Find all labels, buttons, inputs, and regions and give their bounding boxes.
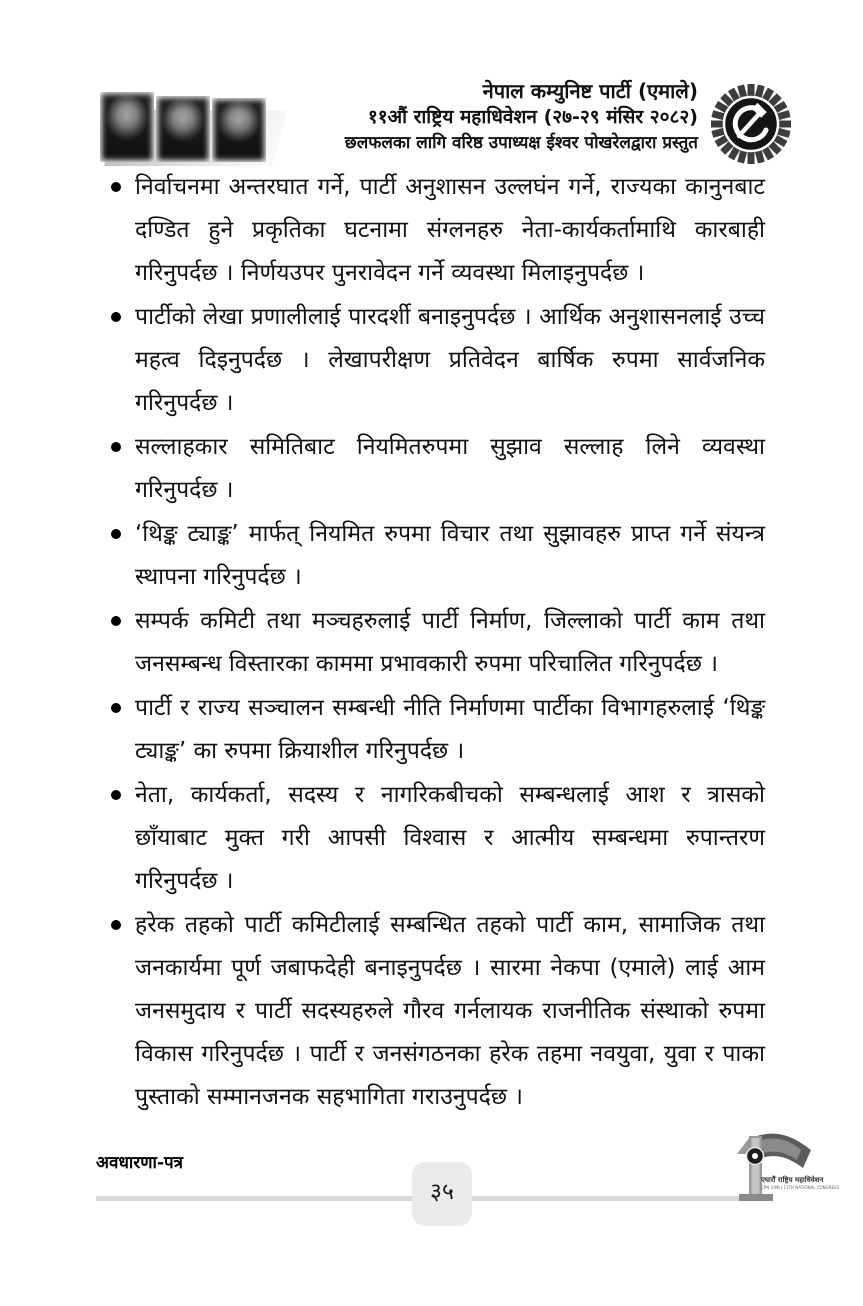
party-founders-photo-strip (98, 84, 283, 170)
bullet-text: नेता, कार्यकर्ता, सदस्य र नागरिकबीचको सम्बन्धलाई आश र त्रासको छाँयाबाट मुक्त गरी आपसी विश्वास र आत्मीय सम्बन्धमा रुपान्तरण गरिनुपर्दछ । (135, 782, 765, 894)
bullet-item (110, 513, 765, 599)
bullet-item (110, 296, 765, 425)
party-emblem-icon (709, 82, 793, 166)
bullet-text: निर्वाचनमा अन्तरघात गर्ने, पार्टी अनुशासन उल्लघंन गर्ने, राज्यका कानुनबाट दण्डित हुने प्रकृतिका घटनामा संग्लनहरु नेता-कार्यकर्तामाथि कारबाही गरिनुपर्दछ । निर्णयउपर पुनरावेदन गर्ने व्यवस्था मिलाइनुपर्दछ । (135, 174, 765, 286)
congress-logo-caption-english: CPN (UML) 11TH NATIONAL CONGRESS (761, 1185, 840, 1190)
page-number: ३५ (430, 1179, 454, 1205)
party-name: नेपाल कम्युनिष्ट पार्टी (एमाले) (482, 79, 698, 103)
bullet-item (110, 774, 765, 903)
bullet-item (110, 687, 765, 773)
founder-portrait-1 (100, 92, 154, 162)
number-one-flag-icon (727, 1130, 840, 1212)
bullet-text: ‘थिङ्क ट्याङ्क’ मार्फत् नियमित रुपमा विचार तथा सुझावहरु प्राप्त गर्ने संयन्त्र स्थापना गरिनुपर्दछ । (135, 521, 765, 590)
bullet-list (110, 166, 765, 1120)
bullet-item (110, 904, 765, 1119)
presenter-line: छलफलका लागि वरिष्ठ उपाध्यक्ष ईश्वर पोखरेलद्वारा प्रस्तुत (344, 133, 698, 153)
bullet-dot-icon (111, 442, 121, 452)
bullet-item (110, 426, 765, 512)
page-number-tab (412, 1162, 472, 1226)
founder-portrait-2 (156, 96, 210, 162)
bullet-dot-icon (111, 529, 121, 539)
bullet-dot-icon (111, 790, 121, 800)
bullet-dot-icon (111, 920, 121, 930)
document-header (280, 78, 698, 156)
bullet-dot-icon (111, 616, 121, 626)
bullet-item (110, 166, 765, 295)
bullet-text: हरेक तहको पार्टी कमिटीलाई सम्बन्धित तहको पार्टी काम, सामाजिक तथा जनकार्यमा पूर्ण जबाफदेही बनाइनुपर्दछ । सारमा नेकपा (एमाले) लाई आम जनसमुदाय र पार्टी सदस्यहरुले गौरव गर्नलायक राजनीतिक संस्थाको रुपमा विकास गरिनुपर्दछ । पार्टी र जनसंगठनका हरेक तहमा नवयुवा, युवा र पाका पुस्ताको सम्मानजनक सहभागिता गराउनुपर्दछ । (135, 912, 765, 1110)
bullet-dot-icon (111, 182, 121, 192)
footer-doc-title: अवधारणा-पत्र (96, 1153, 184, 1173)
congress-title: ११औं राष्ट्रिय महाधिवेशन (२७-२९ मंसिर २०८२) (367, 106, 698, 128)
congress-logo (727, 1130, 840, 1212)
congress-logo-caption-nepali: एघारौं राष्ट्रिय महाधिवेशन (761, 1176, 824, 1184)
bullet-dot-icon (111, 312, 121, 322)
bullet-dot-icon (111, 703, 121, 713)
bullet-text: पार्टीको लेखा प्रणालीलाई पारदर्शी बनाइनुपर्दछ । आर्थिक अनुशासनलाई उच्च महत्व दिइनुपर्दछ । लेखापरीक्षण प्रतिवेदन बार्षिक रुपमा सार्वजनिक गरिनुपर्दछ । (135, 304, 765, 416)
bullet-item (110, 600, 765, 686)
bullet-text: पार्टी र राज्य सञ्चालन सम्बन्धी नीति निर्माणमा पार्टीका विभागहरुलाई ‘थिङ्क ट्याङ्क’ का रुपमा क्रियाशील गरिनुपर्दछ । (135, 695, 765, 764)
bullet-text: सम्पर्क कमिटी तथा मञ्चहरुलाई पार्टी निर्माण, जिल्लाको पार्टी काम तथा जनसम्बन्ध विस्तारका काममा प्रभावकारी रुपमा परिचालित गरिनुपर्दछ । (135, 608, 765, 677)
bullet-text: सल्लाहकार समितिबाट नियमितरुपमा सुझाव सल्लाह लिने व्यवस्था गरिनुपर्दछ । (135, 434, 765, 503)
founder-portrait-3 (212, 98, 266, 162)
